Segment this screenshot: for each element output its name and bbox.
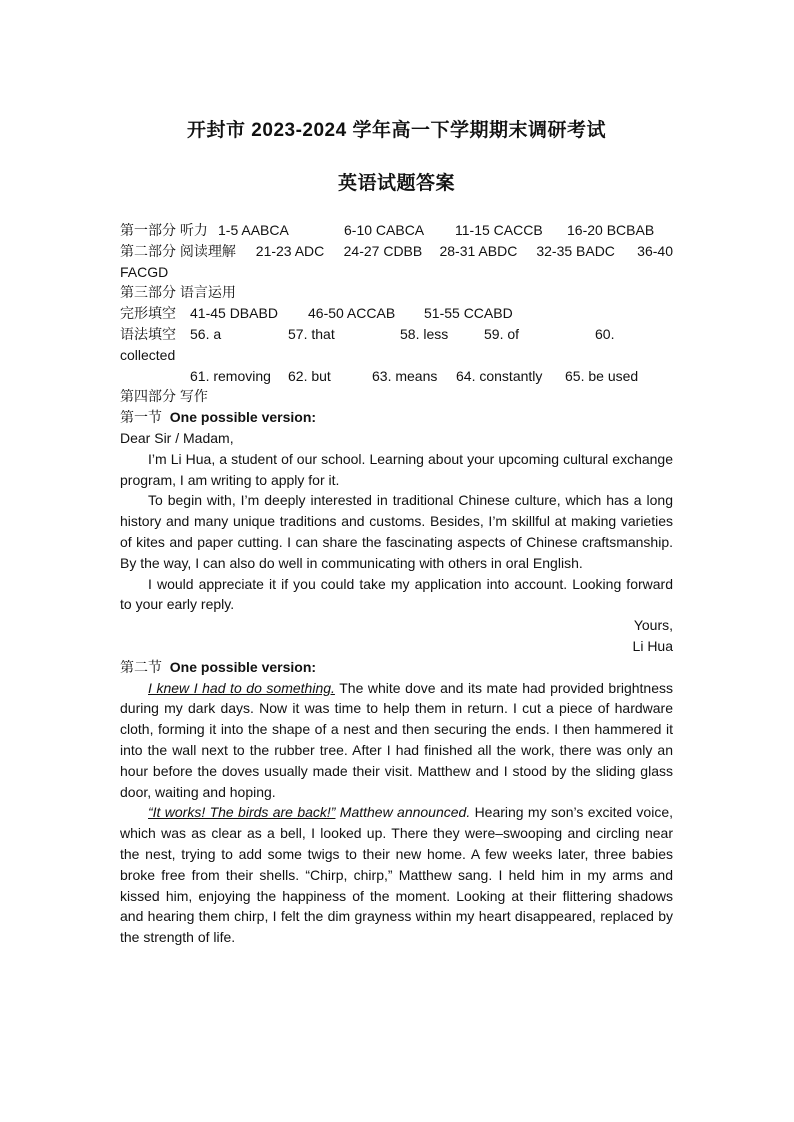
grammar-row-2: [120, 366, 673, 387]
part2-answer: 24-27 CDBB: [343, 242, 423, 259]
grammar-answer: 64. constantly: [456, 367, 543, 384]
exam-title: 开封市 2023-2024 学年高一下学期期末调研考试: [187, 120, 606, 141]
grammar-row-1: [120, 324, 673, 345]
part1-answer: 16-20 BCBAB: [567, 222, 655, 238]
story-opening-sentence: I knew I had to do something.: [148, 679, 335, 696]
story-paragraph-2: [120, 802, 673, 948]
grammar-answer: 63. means: [372, 367, 438, 384]
cloze-answer: 46-50 ACCAB: [308, 305, 396, 322]
part1-answer: 11-15 CACCB: [455, 222, 543, 238]
grammar-answer: 57. that: [288, 325, 335, 342]
grammar-wrap: collected: [120, 346, 176, 363]
grammar-answer: 61. removing: [190, 367, 271, 384]
part3-label: 第三部分 语言运用: [120, 284, 236, 301]
cloze-row: [120, 303, 673, 324]
grammar-answer: 59. of: [484, 325, 520, 342]
grammar-answer: 58. less: [400, 325, 449, 342]
part2-label: 第二部分 阅读理解: [120, 242, 236, 259]
story-opening-sentence-tail: Matthew announced.: [335, 804, 471, 821]
part2-answer: 36-40: [637, 242, 673, 259]
answer-body: [120, 220, 673, 948]
part1-answer: 6-10 CABCA: [344, 222, 425, 238]
exam-subtitle: 英语试题答案: [337, 173, 455, 194]
section2-label: 第二节: [120, 658, 162, 675]
part2-row: [120, 241, 673, 262]
part1-label: 第一部分 听力: [120, 222, 208, 238]
letter-paragraph: To begin with, I’m deeply interested in traditional Chinese culture, which has a long history and many unique traditions and customs. Besides, I’m skillful at making varieties of kites and paper cutting. I can share the fascinating aspects of Chinese craftsmanship. By the way, I can also do well in communicating with others in oral English.: [120, 492, 673, 571]
part1-answer: 1-5 AABCA: [218, 222, 289, 238]
section1-label: 第一节: [120, 409, 162, 426]
story-text: The white dove and its mate had provided brightness during my dark days. Now it was time to help them in return. I cut a piece of hardware cloth, forming it into the shape of a nest and then securing the ends. I then hammered it into the wall next to the rubber tree. After I had finished all the work, there was only an hour before the doves usually made their visit. Matthew and I stood by the sliding glass door, waiting and hoping.: [120, 679, 674, 800]
grammar-answer: 62. but: [288, 367, 331, 384]
grammar-label: 语法填空: [120, 325, 176, 342]
cloze-label: 完形填空: [120, 305, 176, 322]
part4-label: 第四部分 写作: [120, 388, 208, 405]
letter-paragraph: I would appreciate it if you could take my application into account. Looking forward to your early reply.: [120, 575, 673, 613]
section1-version: One possible version:: [169, 409, 317, 426]
story-text: Hearing my son’s excited voice, which was as clear as a bell, I looked up. There they were–swooping and circling near the nest, trying to add some twigs to their new home. A few weeks later, three babies broke free from their shells. “Chirp, chirp,” Matthew sang. I held him in my arms and kissed him, enjoying the happiness of the moment. Looking at their flittering shadows and hearing them chirp, I felt the dim grayness within my heart disappeared, replaced by the strength of life.: [120, 804, 673, 946]
grammar-answer: 65. be used: [565, 367, 639, 384]
letter-paragraph: I’m Li Hua, a student of our school. Learning about your upcoming cultural exchange program, I am writing to apply for it.: [120, 450, 673, 488]
cloze-answer: 51-55 CCABD: [424, 305, 513, 322]
story-paragraph-1: [120, 678, 673, 803]
part1-row: [120, 220, 673, 241]
cloze-answer: 41-45 DBABD: [190, 305, 278, 322]
part2-answer: 28-31 ABDC: [439, 242, 518, 259]
part2-wrap: FACGD: [120, 263, 169, 280]
letter-signature: Li Hua: [632, 637, 673, 654]
section2-version: One possible version:: [169, 658, 317, 675]
letter-salutation: Dear Sir / Madam,: [120, 429, 234, 446]
part2-answer: 32-35 BADC: [536, 242, 615, 259]
grammar-answer: 60.: [595, 325, 615, 342]
grammar-answer: 56. a: [190, 325, 222, 342]
section1-heading: [120, 407, 673, 428]
part2-answer: 21-23 ADC: [255, 242, 325, 259]
section2-heading: [120, 657, 673, 678]
story-opening-sentence: “It works! The birds are back!”: [148, 804, 336, 821]
letter-closing: Yours,: [633, 617, 673, 634]
